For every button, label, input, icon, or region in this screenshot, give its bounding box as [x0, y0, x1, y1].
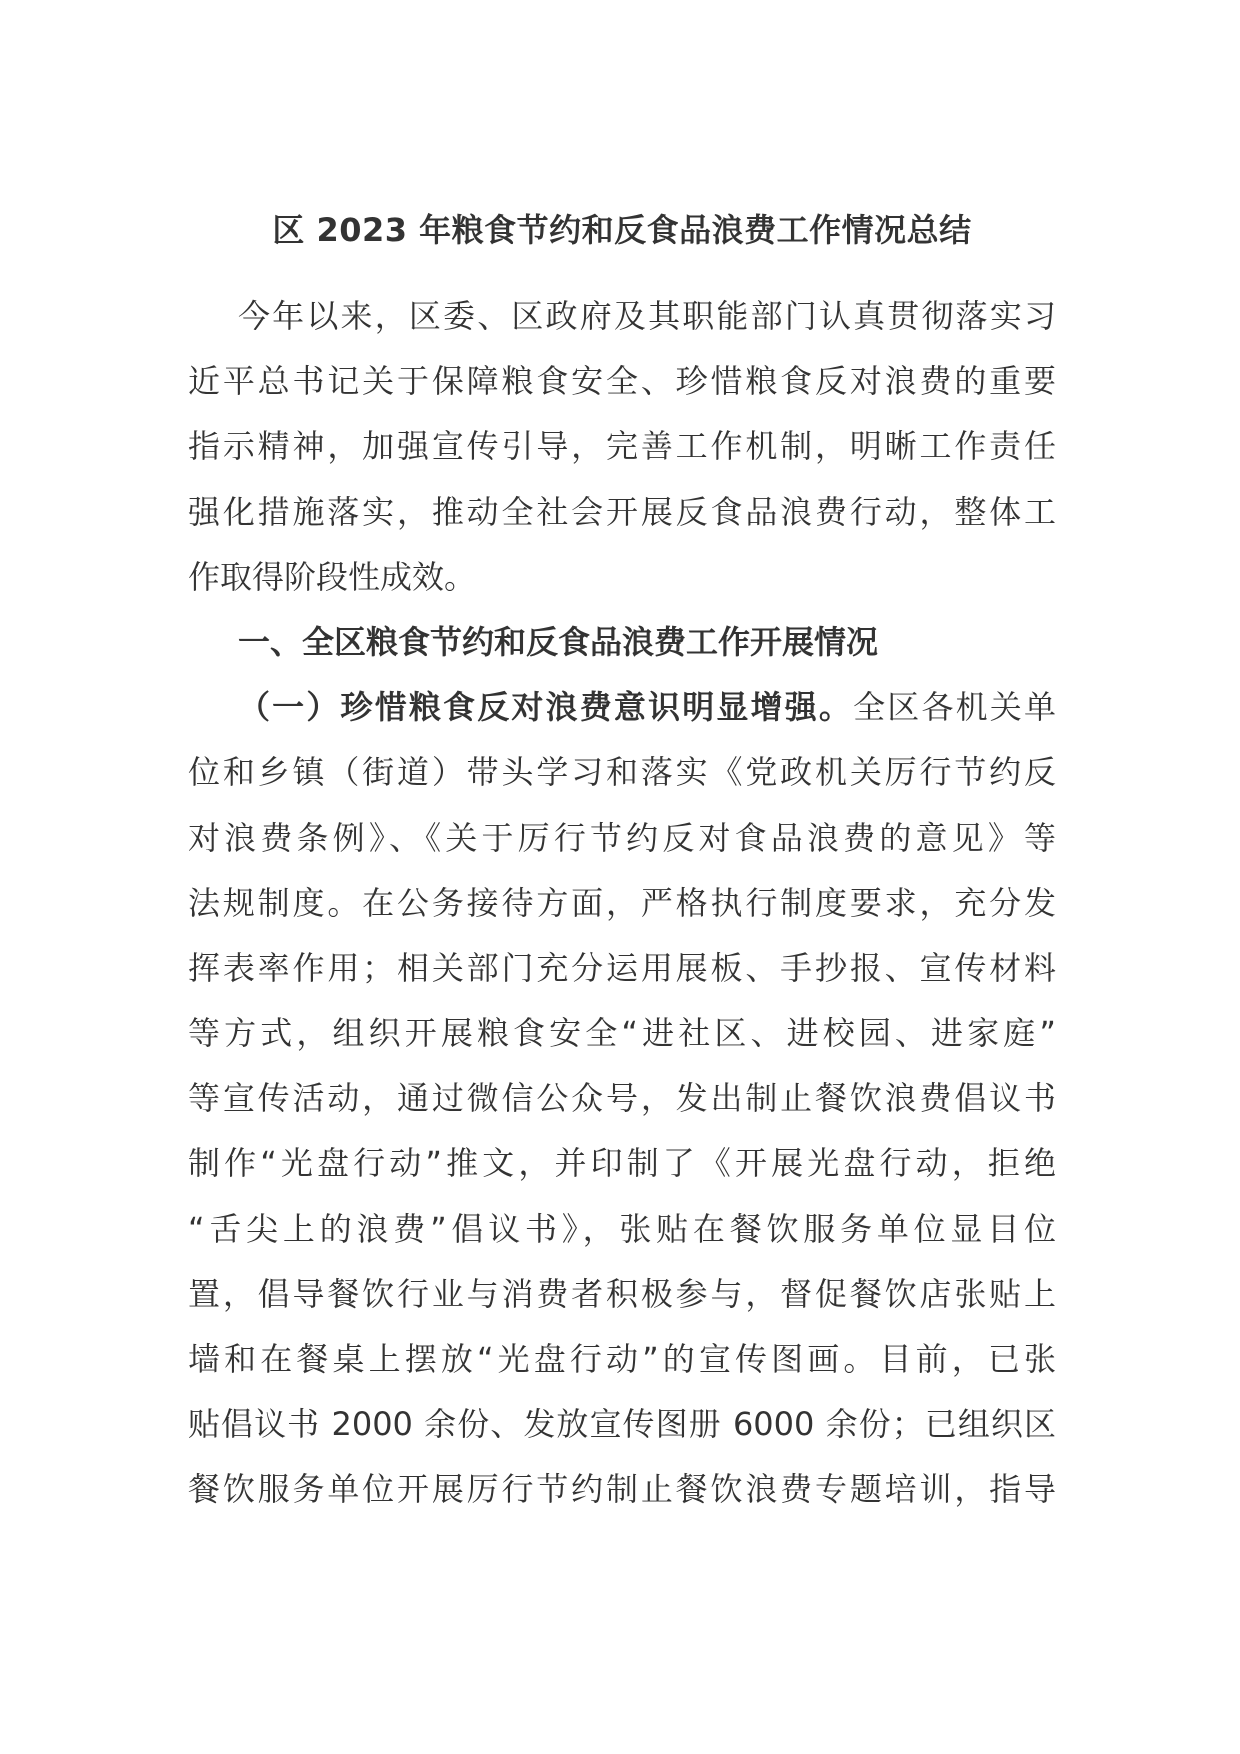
subsection-first-line-text: 全区各机关单	[853, 688, 1056, 727]
section-heading: 一、全区粮食节约和反食品浪费工作开展情况	[238, 622, 879, 661]
body-line: 挥表率作用；相关部门充分运用展板、手抄报、宣传材料	[188, 948, 1056, 987]
body-line: “舌尖上的浪费”倡议书》，张贴在餐饮服务单位显目位	[188, 1209, 1056, 1248]
intro-paragraph	[188, 284, 1056, 610]
body-line: 等方式，组织开展粮食安全“进社区、进校园、进家庭”	[188, 1014, 1056, 1053]
subsection-title: （一）珍惜粮食反对浪费意识明显增强。	[238, 688, 854, 727]
body-line: 贴倡议书 2000 余份、发放宣传图册 6000 余份；已组织区	[188, 1405, 1056, 1444]
body-line: 法规制度。在公务接待方面，严格执行制度要求，充分发	[188, 883, 1056, 922]
intro-line: 今年以来，区委、区政府及其职能部门认真贯彻落实习	[238, 297, 1056, 335]
subsection-first-line	[188, 675, 1056, 740]
body-line: 位和乡镇（街道）带头学习和落实《党政机关厉行节约反	[188, 753, 1056, 792]
document-title: 区 2023 年粮食节约和反食品浪费工作情况总结	[272, 211, 972, 249]
subsection-paragraph	[188, 675, 1056, 1522]
body-line: 对浪费条例》、《关于厉行节约反对食品浪费的意见》等	[188, 818, 1056, 857]
body-line: 制作“光盘行动”推文，并印制了《开展光盘行动，拒绝	[188, 1144, 1056, 1183]
body-line: 置，倡导餐饮行业与消费者积极参与，督促餐饮店张贴上	[188, 1274, 1056, 1313]
body-line: 墙和在餐桌上摆放“光盘行动”的宣传图画。目前，已张	[188, 1340, 1056, 1378]
document-body	[188, 200, 1056, 1523]
intro-line: 近平总书记关于保障粮食安全、珍惜粮食反对浪费的重要	[188, 362, 1056, 401]
intro-line: 作取得阶段性成效。	[188, 557, 477, 596]
body-line: 餐饮服务单位开展厉行节约制止餐饮浪费专题培训，指导	[188, 1470, 1056, 1509]
intro-line: 强化措施落实，推动全社会开展反食品浪费行动，整体工	[188, 492, 1056, 531]
intro-line: 指示精神，加强宣传引导，完善工作机制，明晰工作责任	[188, 427, 1056, 466]
body-line: 等宣传活动，通过微信公众号，发出制止餐饮浪费倡议书	[188, 1079, 1056, 1118]
